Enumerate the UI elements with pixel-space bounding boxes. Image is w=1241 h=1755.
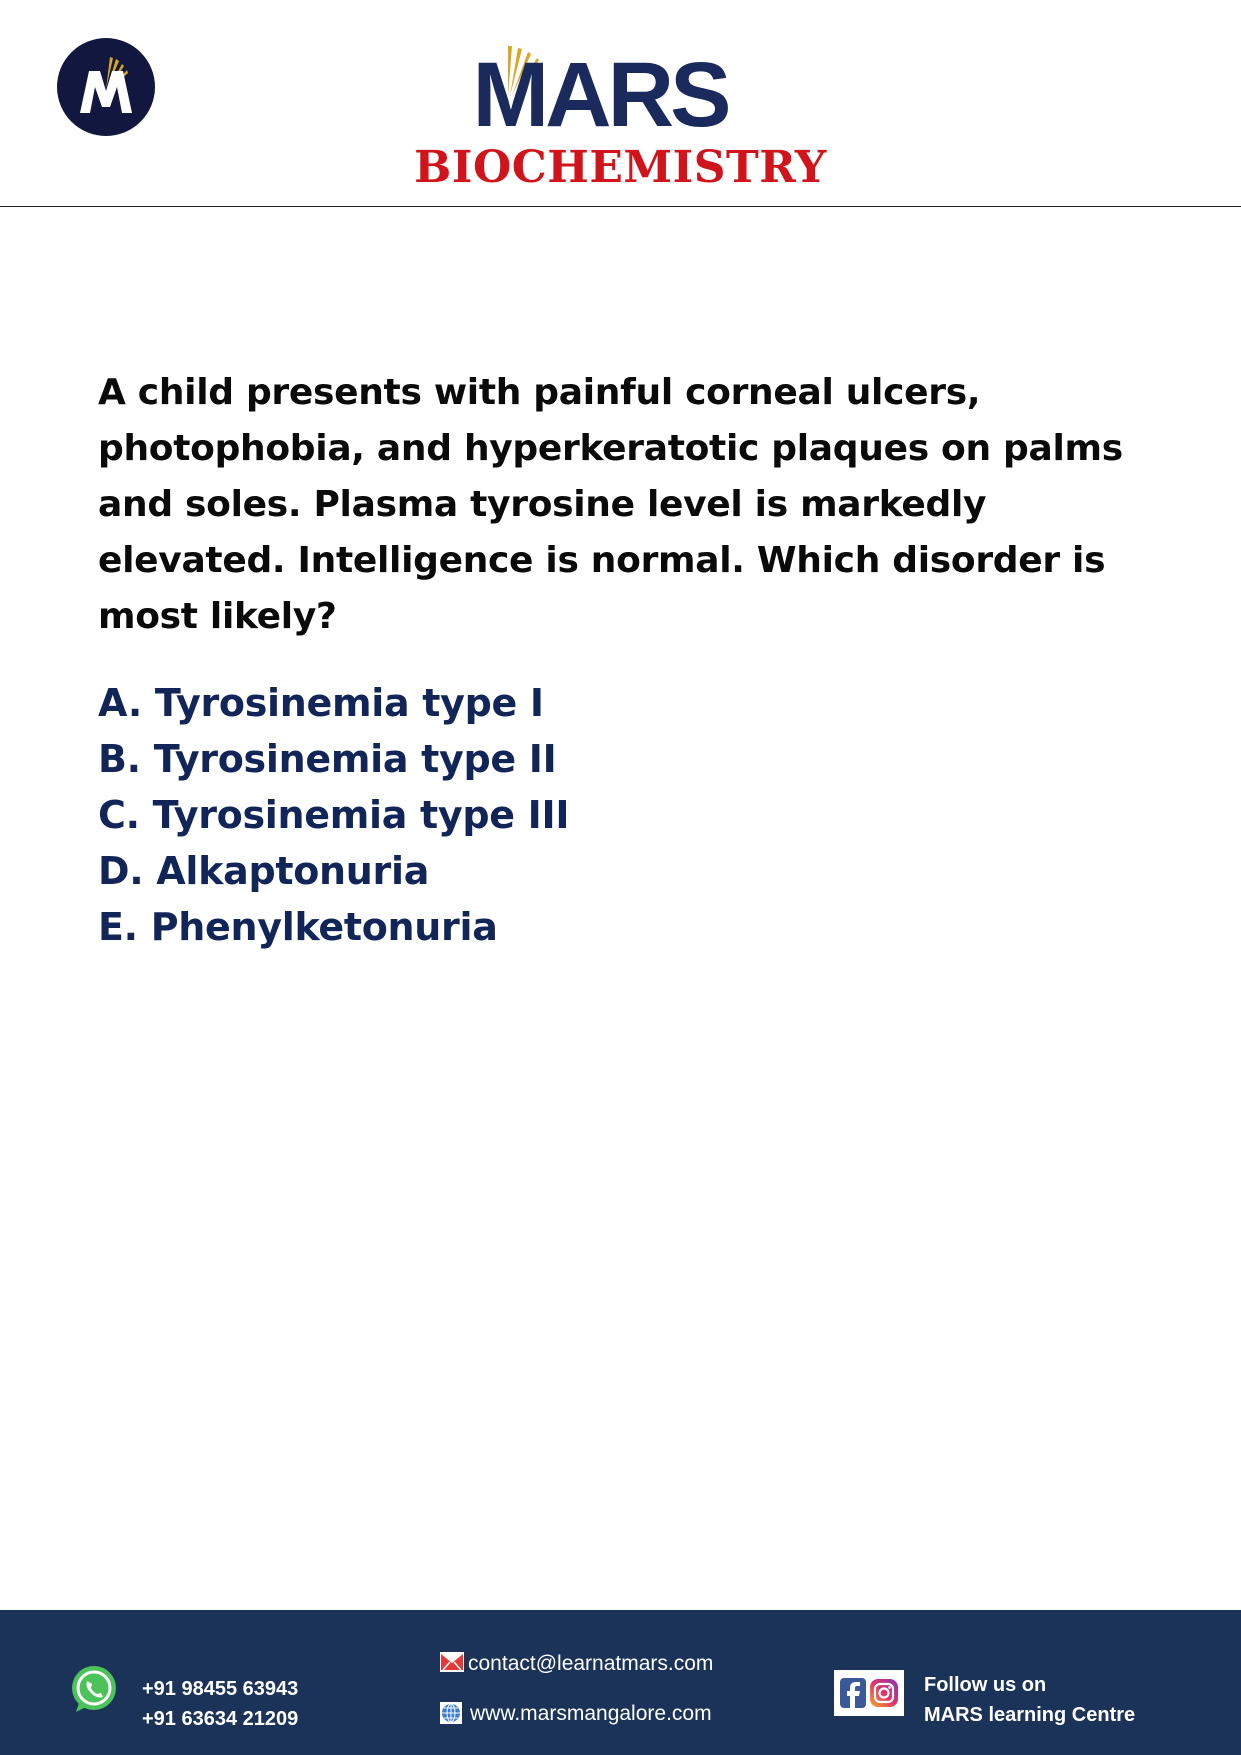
option-e: E. Phenylketonuria <box>98 905 498 949</box>
social-icons <box>834 1670 904 1716</box>
mail-icon <box>440 1652 464 1672</box>
instagram-icon[interactable] <box>870 1678 898 1708</box>
follow-line-1: Follow us on <box>924 1674 1047 1696</box>
option-b: B. Tyrosinemia type II <box>98 737 557 781</box>
phone-1[interactable]: +91 98455 63943 <box>142 1678 299 1700</box>
page-footer <box>0 1610 1241 1755</box>
follow-line-2[interactable]: MARS learning Centre <box>924 1704 1136 1726</box>
facebook-icon[interactable] <box>840 1678 866 1708</box>
subject-title: BIOCHEMISTRY <box>414 142 827 193</box>
website-link[interactable]: www.marsmangalore.com <box>470 1702 712 1725</box>
svg-text:MARS: MARS <box>472 44 728 130</box>
option-c: C. Tyrosinemia type III <box>98 793 570 837</box>
follow-us-text <box>924 1670 1135 1730</box>
phone-numbers <box>142 1674 298 1734</box>
mars-brand-logo <box>470 38 730 130</box>
contact-email[interactable]: contact@learnatmars.com <box>468 1652 714 1675</box>
option-d: D. Alkaptonuria <box>98 849 430 893</box>
answer-options <box>98 675 569 955</box>
globe-icon <box>440 1702 462 1724</box>
option-a: A. Tyrosinemia type I <box>98 681 544 725</box>
question-text: A child presents with painful corneal ulcers, photophobia, and hyperkeratotic plaques on palms and soles. Plasma tyrosine level is markedly elevated. Intelligence is normal. Which disorder is most likely? <box>98 372 1123 637</box>
whatsapp-icon <box>68 1664 120 1716</box>
phone-2[interactable]: +91 63634 21209 <box>142 1708 299 1730</box>
mars-m-logo-icon <box>56 37 156 137</box>
page-header <box>0 0 1241 207</box>
